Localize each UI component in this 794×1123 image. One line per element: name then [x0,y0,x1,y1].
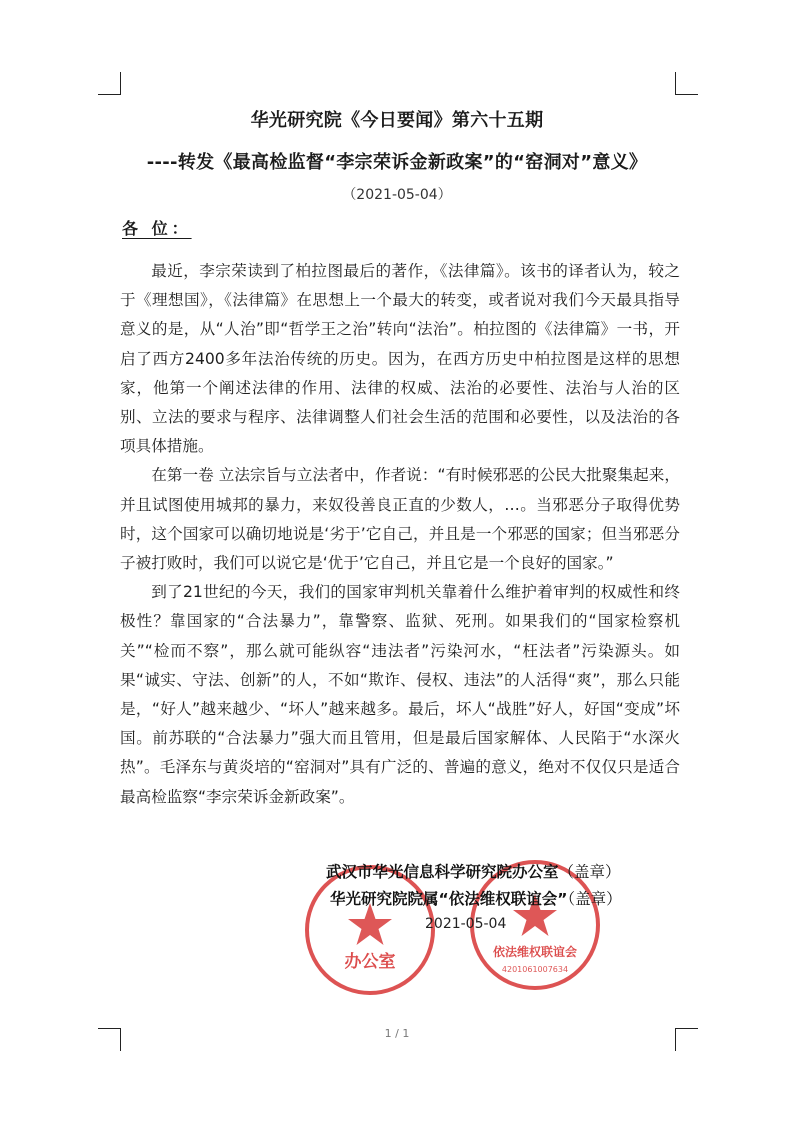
signature-org-1: 武汉市华光信息科学研究院办公室 [326,863,559,881]
document-date: （2021-05-04） [342,187,452,203]
signature-org-2: 华光研究院院属“依法维权联谊会” [330,890,568,908]
salutation: 各 位： [122,219,192,238]
signature-date: 2021-05-04 [425,916,507,932]
seal-2-number: 4201061007634 [501,965,569,974]
office-seal-stamp [305,865,435,995]
seal-1-center-text: 办公室 [344,952,396,972]
paragraph-3: 到了21世纪的今天，我们的国家审判机关靠着什么维护着审判的权威性和终极性？靠国家的“合法暴力”，靠警察、监狱、死刑。如果我们的“国家检察机关”“检而不察”，那么就可能纵容“违法者”污染河水，“枉法者”污染源头。如果“诚实、守法、创新”的人，不如“欺诈、侵权、违法”的人活得“爽”，那么只能是，“好人”越来越少、“坏人”越来越多。最后，坏人“战胜”好人，好国“变成”坏国。前苏联的“合法暴力”强大而且管用，但是最后国家解体、人民陷于“水深火热”。毛泽东与黄炎培的“窑洞对”具有广泛的、普遍的意义，绝对不仅仅只是适合最高检监察“李宗荣诉金新政案”。 [120,583,680,806]
page-number: 1 / 1 [384,1027,410,1040]
seal-2-center-text: 依法维权联谊会 [492,945,578,959]
crop-mark-top-right [675,72,698,95]
paragraph-1: 最近，李宗荣读到了柏拉图最后的著作，《法律篇》。该书的译者认为，较之于《理想国》，《法律篇》在思想上一个最大的转变，或者说对我们今天最具指导意义的是，从“人治”即“哲学王之治”转向“法治”。柏拉图的《法律篇》一书，开启了西方2400多年法治传统的历史。因为，在西方历史中柏拉图是这样的思想家，他第一个阐述法律的作用、法律的权威、法治的必要性、法治与人治的区别、立法的要求与程序、法律调整人们社会生活的范围和必要性，以及法治的各项具体措施。 [120,262,680,456]
document-title: 华光研究院《今日要闻》第六十五期 [250,110,544,131]
signature-note-2: （盖章） [567,890,622,908]
signature-line-1 [326,860,621,882]
document-subtitle: ----转发《最高检监督“李宗荣诉金新政案”的“窑洞对”意义》 [146,152,648,173]
crop-mark-top-left [98,72,121,95]
signature-line-2 [330,887,622,909]
document-body [120,257,680,812]
signature-note-1: （盖章） [558,863,621,881]
paragraph-2: 在第一卷 立法宗旨与立法者中，作者说：“有时候邪恶的公民大批聚集起来，并且试图使用城邦的暴力，来奴役善良正直的少数人，…。当邪恶分子取得优势时，这个国家可以确切地说是‘劣于’它自己，并且是一个邪恶的国家；但当邪恶分子被打败时，我们可以说它是‘优于’它自己，并且它是一个良好的国家。” [120,466,680,573]
